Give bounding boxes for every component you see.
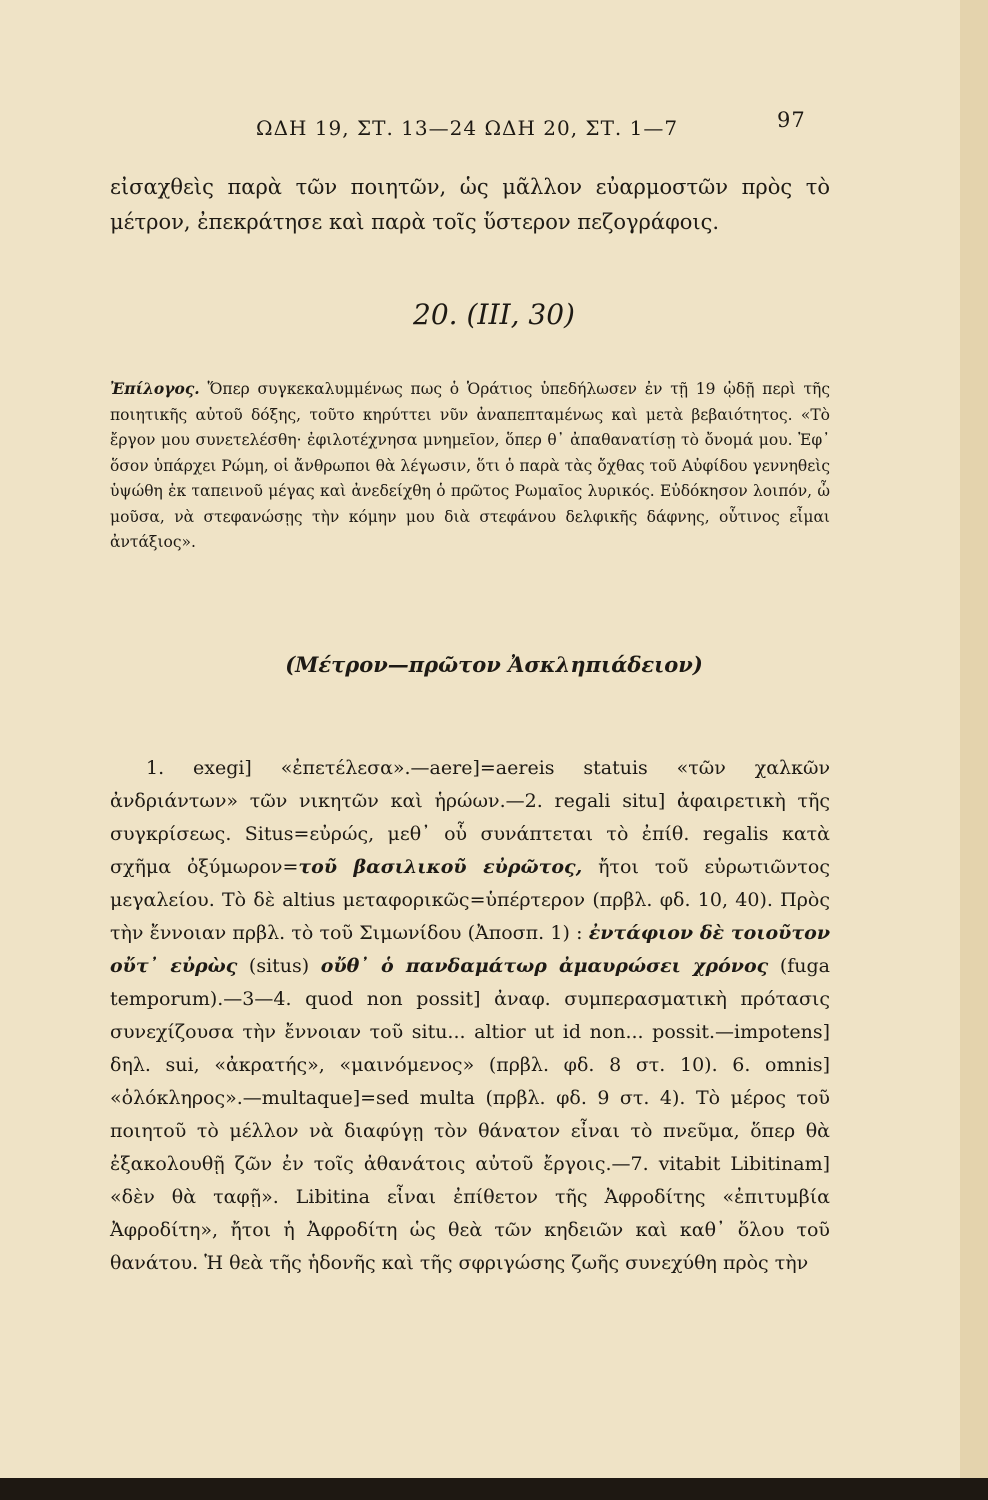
intro-paragraph: εἰσαχθεὶς παρὰ τῶν ποιητῶν, ὡς μᾶλλον εὐαρμοστῶν πρὸς τὸ μέτρον, ἐπεκράτησε καὶ παρὰ τοῖς ὕστερον πεζογράφοις. — [110, 175, 830, 234]
section-heading: 20. (III, 30) — [413, 298, 575, 331]
notes-emphasis-1: τοῦ βασιλικοῦ εὐρῶτος, — [298, 856, 583, 878]
page-edge-shadow — [960, 0, 988, 1500]
notes-emphasis-3: οὔθ᾽ ὁ πανδαμάτωρ ἀμαυρώσει χρόνος — [320, 955, 769, 977]
notes-emphasis-2: ἐντάφιον δὲ τοιοῦτον οὔτ᾽ εὐρὼς — [110, 922, 831, 977]
page-number: 97 — [777, 108, 806, 132]
notes-text-1: 1. exegi] «ἐπετέλεσα».—aere]=aereis statuis «τῶν χαλκῶν ἀνδριάντων» τῶν νικητῶν καὶ ἡρώων.—2. regali situ] ἀφαιρετικὴ τῆς συγκρίσεως. Situs=εὐρώς, μεθ᾽ οὗ συνάπτεται τὸ ἐπίθ. regalis κατὰ σχῆμα ὀξύμωρον= — [110, 757, 830, 878]
meter-heading: (Μέτρον—πρῶτον Ἀσκληπιάδειον) — [285, 652, 703, 677]
epilogue-text: Ὅπερ συγκεκαλυμμένως πως ὁ Ὁράτιος ὑπεδήλωσεν ἐν τῇ 19 ᾠδῇ περὶ τῆς ποιητικῆς αὐτοῦ δόξης, τοῦτο κηρύττει νῦν ἀναπεπταμένως καὶ μετὰ βεβαιότητος. «Τὸ ἔργον μου συνετελέσθη· ἐφιλοτέχνησα μνημεῖον, ὅπερ θ᾽ ἀπαθανατίσῃ τὸ ὄνομά μου. Ἐφ᾽ ὅσον ὑπάρχει Ρώμη, οἱ ἄνθρωποι θὰ λέγωσιν, ὅτι ὁ παρὰ τὰς ὄχθας τοῦ Αὐφίδου γεννηθεὶς ὑψώθη ἐκ ταπεινοῦ μέγας καὶ ἀνεδείχθη ὁ πρῶτος Ρωμαῖος λυρικός. Εὐδόκησον λοιπόν, ὦ μοῦσα, νὰ στεφανώσῃς τὴν κόμην μου διὰ στεφάνου δελφικῆς δάφνης, οὗτινος εἶμαι ἀντάξιος». — [110, 380, 830, 551]
notes-text-3: (situs) — [237, 955, 321, 977]
commentary-notes — [110, 752, 830, 1280]
scan-bottom-edge — [0, 1478, 988, 1500]
running-title: ΩΔΗ 19, ΣΤ. 13—24 ΩΔΗ 20, ΣΤ. 1—7 — [256, 116, 679, 140]
epilogue-label: Ἐπίλογος. — [110, 379, 200, 398]
notes-text-4: (fuga temporum).—3—4. quod non possit] ἀναφ. συμπερασματικὴ πρότασις συνεχίζουσα τὴν ἔννοιαν τοῦ situ... altior ut id non... possit.—impotens] δηλ. sui, «ἀκρατής», «μαινόμενος» (πρβλ. φδ. 8 στ. 10). 6. omnis] «ὁλόκληρος».—multaque]=sed multa (πρβλ. φδ. 9 στ. 4). Τὸ μέρος τοῦ ποιητοῦ τὸ μέλλον νὰ διαφύγῃ τὸν θάνατον εἶναι τὸ πνεῦμα, ὅπερ θὰ ἐξακολουθῇ ζῶν ἐν τοῖς ἀθανάτοις αὐτοῦ ἔργοις.—7. vitabit Libitinam] «δὲν θὰ ταφῇ». Libitina εἶναι ἐπίθετον τῆς Ἀφροδίτης «ἐπιτυμβία Ἀφροδίτη», ἤτοι ἡ Ἀφροδίτη ὡς θεὰ τῶν κηδειῶν καὶ καθ᾽ ὅλου τοῦ θανάτου. Ἡ θεὰ τῆς ἡδονῆς καὶ τῆς σφριγώσης ζωῆς συνεχύθη πρὸς τὴν — [110, 955, 830, 1274]
notes-text-2: ἤτοι τοῦ εὐρωτιῶντος μεγαλείου. Τὸ δὲ altius μεταφορικῶς=ὑπέρτερον (πρβλ. φδ. 10, 40). Πρὸς τὴν ἔννοιαν πρβλ. τὸ τοῦ Σιμωνίδου (Ἀποσπ. 1) : — [110, 856, 830, 944]
epilogue-paragraph — [110, 376, 830, 556]
